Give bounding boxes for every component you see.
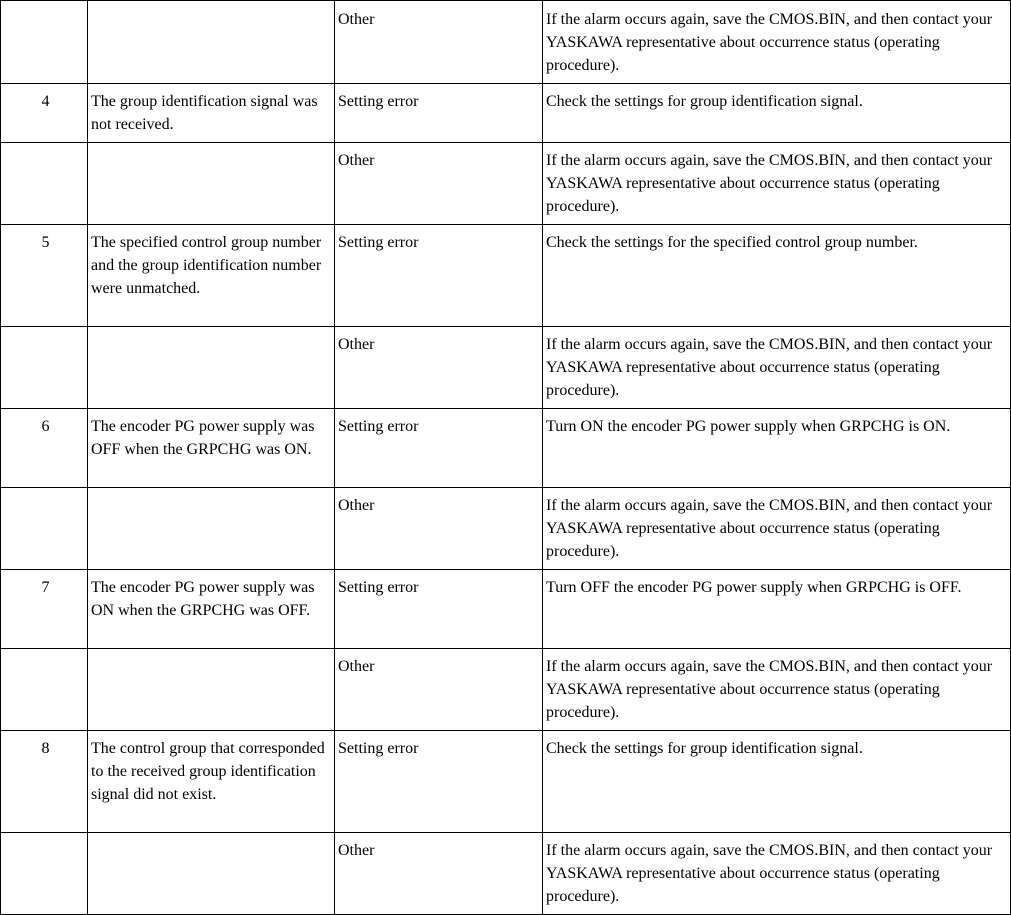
table-row — [1, 833, 1011, 915]
error-type-cell: Setting error — [335, 570, 543, 649]
remedy-cell: Turn OFF the encoder PG power supply when GRPCHG is OFF. — [543, 570, 1011, 649]
remedy-cell: Check the settings for group identification signal. — [543, 731, 1011, 833]
remedy-cell: If the alarm occurs again, save the CMOS.BIN, and then contact your YASKAWA representative about occurrence status (operating procedure). — [543, 1, 1011, 84]
remedy-cell: If the alarm occurs again, save the CMOS.BIN, and then contact your YASKAWA representative about occurrence status (operating procedure). — [543, 649, 1011, 731]
error-type-cell: Other — [335, 143, 543, 225]
remedy-cell: Check the settings for the specified control group number. — [543, 225, 1011, 327]
sub-code-cell: 7 — [1, 570, 88, 649]
remedy-cell: Check the settings for group identification signal. — [543, 84, 1011, 143]
sub-code-cell — [1, 1, 88, 84]
cause-cell: The encoder PG power supply was ON when the GRPCHG was OFF. — [88, 570, 335, 649]
error-type-cell: Other — [335, 1, 543, 84]
sub-code-cell: 4 — [1, 84, 88, 143]
error-type-cell: Setting error — [335, 409, 543, 488]
cause-cell: The specified control group number and the group identification number were unmatched. — [88, 225, 335, 327]
cause-cell: The control group that corresponded to the received group identification signal did not exist. — [88, 731, 335, 833]
error-type-cell: Setting error — [335, 225, 543, 327]
remedy-cell: If the alarm occurs again, save the CMOS.BIN, and then contact your YASKAWA representative about occurrence status (operating procedure). — [543, 327, 1011, 409]
sub-code-cell: 8 — [1, 731, 88, 833]
remedy-cell: Turn ON the encoder PG power supply when GRPCHG is ON. — [543, 409, 1011, 488]
sub-code-cell — [1, 327, 88, 409]
sub-code-cell — [1, 649, 88, 731]
error-type-cell: Other — [335, 488, 543, 570]
table-row — [1, 488, 1011, 570]
error-type-cell: Setting error — [335, 84, 543, 143]
table-row — [1, 84, 1011, 143]
cause-cell — [88, 1, 335, 84]
error-type-cell: Other — [335, 327, 543, 409]
table-row — [1, 143, 1011, 225]
sub-code-cell: 6 — [1, 409, 88, 488]
sub-code-cell — [1, 488, 88, 570]
table-row — [1, 731, 1011, 833]
table-row — [1, 570, 1011, 649]
remedy-cell: If the alarm occurs again, save the CMOS.BIN, and then contact your YASKAWA representative about occurrence status (operating procedure). — [543, 488, 1011, 570]
error-type-cell: Other — [335, 649, 543, 731]
sub-code-cell: 5 — [1, 225, 88, 327]
remedy-cell: If the alarm occurs again, save the CMOS.BIN, and then contact your YASKAWA representative about occurrence status (operating procedure). — [543, 143, 1011, 225]
cause-cell: The encoder PG power supply was OFF when the GRPCHG was ON. — [88, 409, 335, 488]
table-row — [1, 1, 1011, 84]
error-type-cell: Setting error — [335, 731, 543, 833]
cause-cell: The group identification signal was not received. — [88, 84, 335, 143]
table-row — [1, 649, 1011, 731]
cause-cell — [88, 143, 335, 225]
table-row — [1, 225, 1011, 327]
cause-cell — [88, 327, 335, 409]
sub-code-cell — [1, 833, 88, 915]
remedy-cell: If the alarm occurs again, save the CMOS.BIN, and then contact your YASKAWA representative about occurrence status (operating procedure). — [543, 833, 1011, 915]
sub-code-cell — [1, 143, 88, 225]
table-row — [1, 409, 1011, 488]
table-row — [1, 327, 1011, 409]
cause-cell — [88, 833, 335, 915]
cause-cell — [88, 649, 335, 731]
error-type-cell: Other — [335, 833, 543, 915]
cause-cell — [88, 488, 335, 570]
